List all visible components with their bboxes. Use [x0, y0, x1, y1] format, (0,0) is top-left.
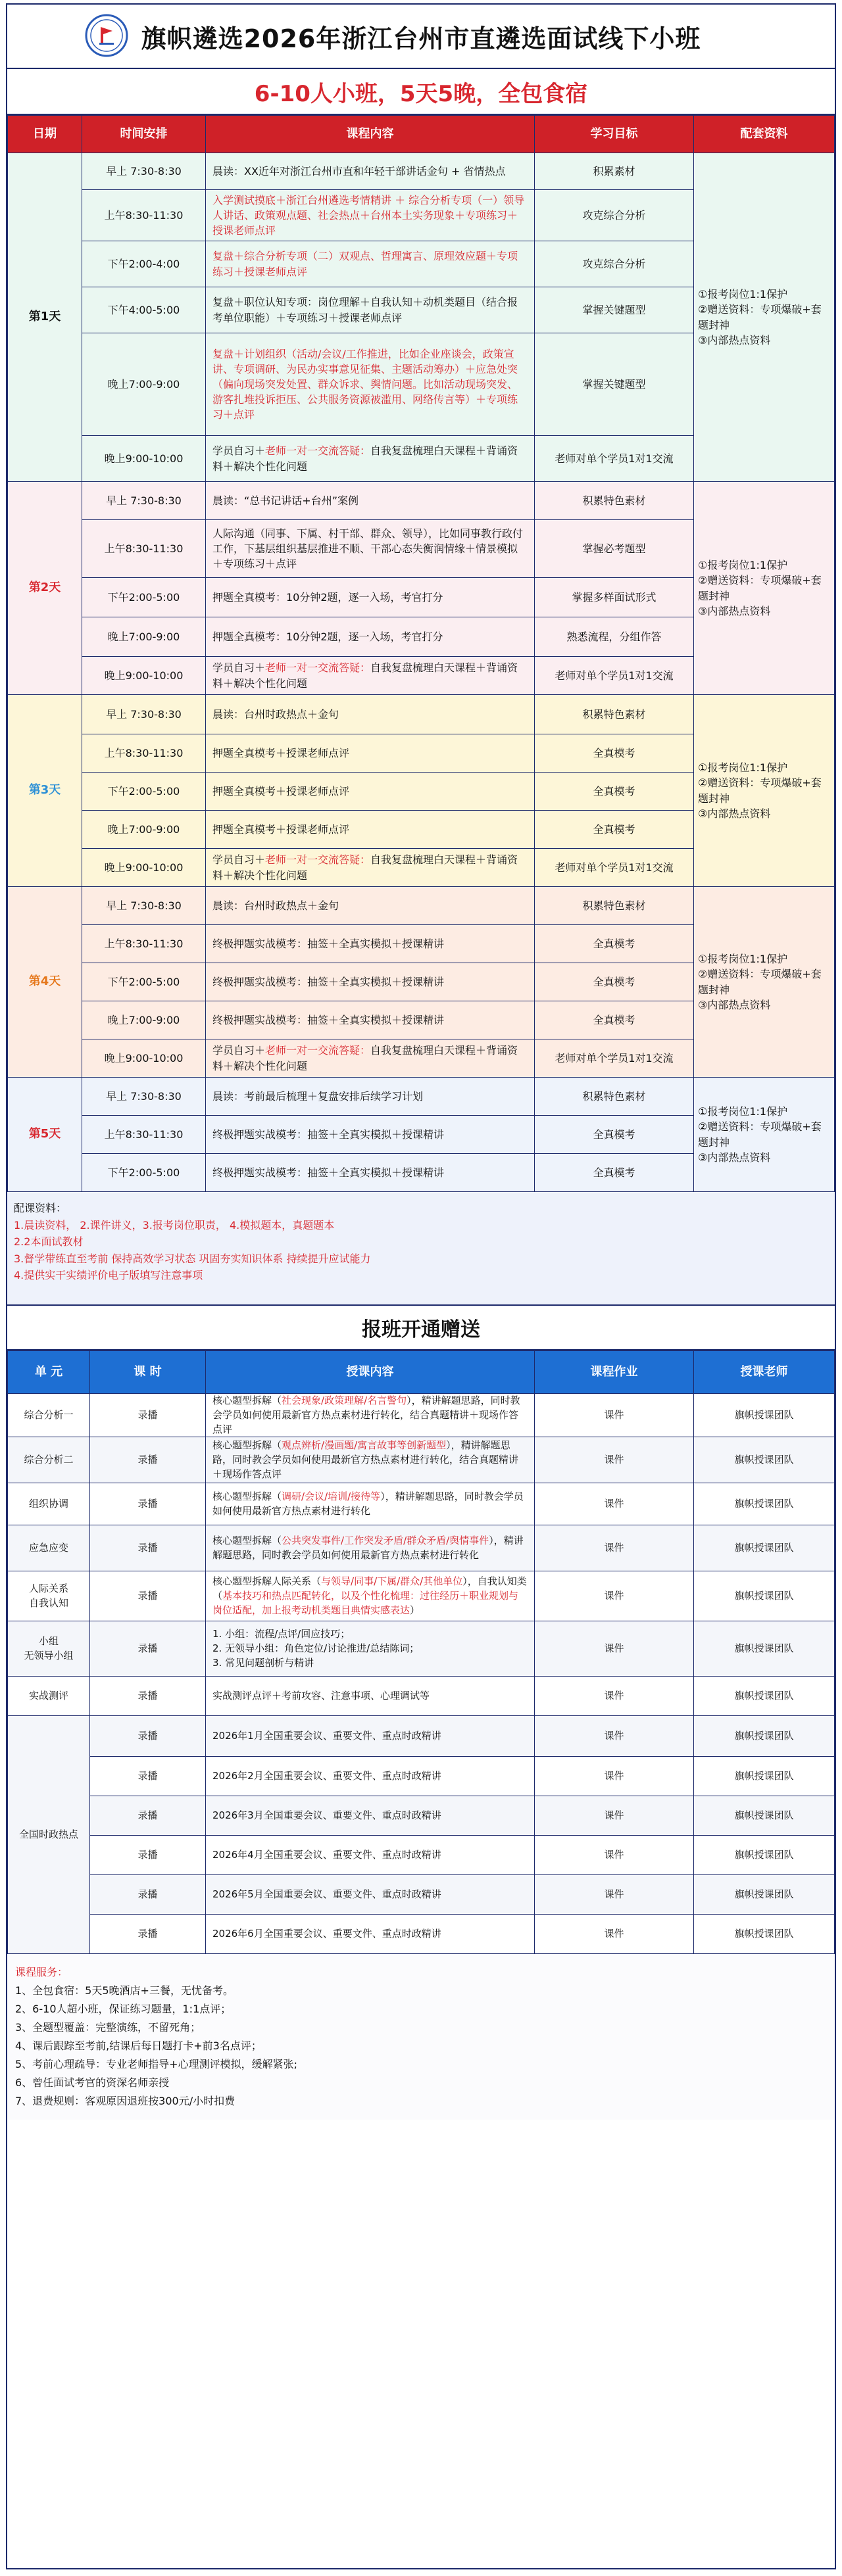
time-slot: 晚上7:00-9:00: [82, 333, 206, 436]
homework: 课件: [535, 1796, 694, 1836]
course-content: [206, 436, 535, 482]
bonus-row: [8, 1677, 835, 1716]
supporting-materials: ①报考岗位1:1保护 ②赠送资料：专项爆破+套题封神 ③内部热点资料: [694, 153, 835, 482]
teacher: 旗帜授课团队: [694, 1677, 835, 1716]
content-text: 实战测评点评＋考前攻容、注意事项、心理调试等: [212, 1689, 430, 1702]
learning-goal: 积累特色素材: [535, 887, 694, 925]
course-content: [206, 1116, 535, 1154]
teacher: 旗帜授课团队: [694, 1836, 835, 1875]
content-text: 调研/会议/培训/接待等: [282, 1491, 381, 1502]
bonus-table: [7, 1350, 835, 1954]
time-slot: 下午4:00-5:00: [82, 287, 206, 333]
unit-name: 小组 无领导小组: [8, 1621, 90, 1677]
day-label: 第4天: [8, 887, 82, 1078]
teacher: 旗帜授课团队: [694, 1757, 835, 1796]
services-item: 7、退费规则：客观原因退班按300元/小时扣费: [15, 2095, 235, 2108]
bonus-row: [8, 1915, 835, 1954]
learning-goal: 全真模考: [535, 811, 694, 849]
course-content: [206, 190, 535, 241]
services-item: 6、曾任面试考官的资深名师亲授: [15, 2076, 170, 2089]
content-text: 2026年5月全国重要会议、重要文件、重点时政精讲: [212, 1888, 441, 1900]
content-text: 晨读：考前最后梳理＋复盘安排后续学习计划: [212, 1089, 424, 1103]
learning-goal: 掌握多样面试形式: [535, 578, 694, 617]
teaching-content: [206, 1757, 535, 1796]
bonus-row: [8, 1796, 835, 1836]
schedule-row: [8, 695, 835, 734]
homework: 课件: [535, 1621, 694, 1677]
content-text: 晨读：台州时政热点＋金句: [212, 707, 339, 721]
col-goal: 学习目标: [535, 116, 694, 153]
course-content: [206, 887, 535, 925]
homework: 课件: [535, 1437, 694, 1483]
teacher: 旗帜授课团队: [694, 1437, 835, 1483]
learning-goal: 积累特色素材: [535, 482, 694, 520]
notes-item: 3.督学带练直至考前 保持高效学习状态 巩固夯实知识体系 持续提升应试能力: [14, 1252, 371, 1265]
content-text: 押题全真模考：10分钟2题，逐一入场，考官打分: [212, 630, 443, 643]
teaching-content: [206, 1677, 535, 1716]
content-text: 2026年6月全国重要会议、重要文件、重点时政精讲: [212, 1927, 441, 1940]
course-content: [206, 849, 535, 887]
content-text: 学员自习＋: [212, 853, 266, 867]
unit-name: 应急应变: [8, 1525, 90, 1571]
content-text: 老师一对一交流答疑：: [265, 853, 371, 867]
content-text: ），自我认知类（: [212, 1575, 527, 1602]
homework: 课件: [535, 1525, 694, 1571]
learning-goal: 熟悉流程，分组作答: [535, 617, 694, 657]
class-hours: 录播: [90, 1571, 206, 1621]
content-text: 核心题型拆解（: [212, 1395, 282, 1406]
learning-goal: 全真模考: [535, 925, 694, 963]
time-slot: 下午2:00-4:00: [82, 241, 206, 287]
learning-goal: 老师对单个学员1对1交流: [535, 657, 694, 695]
content-text: 自我复盘梳理白天课程＋背诵资料＋解决个性化问题: [212, 444, 518, 473]
time-slot: 早上 7:30-8:30: [82, 887, 206, 925]
learning-goal: 积累特色素材: [535, 1078, 694, 1116]
learning-goal: 老师对单个学员1对1交流: [535, 436, 694, 482]
course-content: [206, 1154, 535, 1192]
course-content: [206, 520, 535, 578]
notes-item: 4.提供实干实绩评价电子版填写注意事项: [14, 1269, 203, 1282]
supporting-materials: ①报考岗位1:1保护 ②赠送资料：专项爆破+套题封神 ③内部热点资料: [694, 1078, 835, 1192]
schedule-row: [8, 887, 835, 925]
course-content: [206, 482, 535, 520]
time-slot: 晚上7:00-9:00: [82, 811, 206, 849]
content-text: 晨读：“总书记讲话+台州”案例: [212, 494, 359, 507]
content-text: 与领导/同事/下属/群众/其他单位: [321, 1575, 463, 1588]
content-text: 2026年4月全国重要会议、重要文件、重点时政精讲: [212, 1848, 441, 1861]
content-text: 自我复盘梳理白天课程＋背诵资料＋解决个性化问题: [212, 1044, 518, 1072]
course-content: [206, 734, 535, 773]
content-text: 自我复盘梳理白天课程＋背诵资料＋解决个性化问题: [212, 661, 518, 690]
time-slot: 晚上9:00-10:00: [82, 436, 206, 482]
col-teacher: 授课老师: [694, 1351, 835, 1394]
course-content: [206, 617, 535, 657]
time-slot: 上午8:30-11:30: [82, 520, 206, 578]
homework: 课件: [535, 1915, 694, 1954]
services-heading: 课程服务：: [15, 1966, 68, 1979]
content-text: 1. 小组：流程/点评/回应技巧； 2. 无领导小组：角色定位/讨论推进/总结陈词； 3. 常见问题剖析与精讲: [212, 1628, 420, 1669]
class-hours: 录播: [90, 1394, 206, 1437]
content-text: ），精讲解题思路，同时教会学员如何使用最新官方热点素材进行转化: [212, 1535, 524, 1561]
content-text: 核心题型拆解（: [212, 1491, 282, 1502]
day-label: 第5天: [8, 1078, 82, 1192]
course-content: [206, 1078, 535, 1116]
teacher: 旗帜授课团队: [694, 1621, 835, 1677]
content-text: 押题全真模考＋授课老师点评: [212, 746, 350, 759]
notes-heading: 配课资料：: [14, 1202, 67, 1214]
content-text: 人际沟通（同事、下属、村干部、群众、领导），比如同事教行政付工作，下基层组织基层推进不顺、干部心态失衡润情缘＋情景模拟＋专项练习＋点评: [212, 527, 524, 571]
content-text: 终极押题实战模考：抽签＋全真实模拟＋授课精讲: [212, 1013, 445, 1026]
time-slot: 下午2:00-5:00: [82, 773, 206, 811]
time-slot: 上午8:30-11:30: [82, 925, 206, 963]
learning-goal: 全真模考: [535, 734, 694, 773]
content-text: 押题全真模考＋授课老师点评: [212, 784, 350, 798]
bonus-row: [8, 1836, 835, 1875]
class-hours: 录播: [90, 1836, 206, 1875]
content-text: 终极押题实战模考：抽签＋全真实模拟＋授课精讲: [212, 1128, 445, 1141]
course-content: [206, 1001, 535, 1039]
bonus-row: [8, 1621, 835, 1677]
bonus-row: [8, 1437, 835, 1483]
bonus-row: [8, 1525, 835, 1571]
teacher: 旗帜授课团队: [694, 1875, 835, 1915]
teaching-content: [206, 1796, 535, 1836]
course-content: [206, 153, 535, 190]
content-text: 2026年3月全国重要会议、重要文件、重点时政精讲: [212, 1809, 441, 1821]
teaching-content: [206, 1836, 535, 1875]
teaching-content: [206, 1525, 535, 1571]
content-text: 学员自习＋: [212, 1044, 266, 1057]
content-text: 核心题型拆解（: [212, 1439, 282, 1452]
supporting-materials: ①报考岗位1:1保护 ②赠送资料：专项爆破+套题封神 ③内部热点资料: [694, 887, 835, 1078]
course-content: [206, 657, 535, 695]
notes-item: 2.2本面试教材: [14, 1235, 84, 1249]
content-text: ），精讲解题思路，同时教会学员如何使用最新官方热点素材进行转化: [212, 1491, 524, 1517]
homework: 课件: [535, 1483, 694, 1525]
materials-notes: [7, 1192, 835, 1306]
teaching-content: [206, 1394, 535, 1437]
class-hours: 录播: [90, 1757, 206, 1796]
teacher: 旗帜授课团队: [694, 1716, 835, 1757]
time-slot: 晚上9:00-10:00: [82, 849, 206, 887]
schedule-row: [8, 482, 835, 520]
col-teaching-content: 授课内容: [206, 1351, 535, 1394]
unit-name: 人际关系 自我认知: [8, 1571, 90, 1621]
learning-goal: 攻克综合分析: [535, 241, 694, 287]
day-label: 第1天: [8, 153, 82, 482]
class-hours: 录播: [90, 1677, 206, 1716]
course-content: [206, 963, 535, 1001]
content-text: 老师一对一交流答疑：: [265, 661, 371, 675]
teaching-content: [206, 1716, 535, 1757]
col-content: 课程内容: [206, 116, 535, 153]
course-content: [206, 695, 535, 734]
services-item: 3、全题型覆盖：完整演练，不留死角；: [15, 2021, 201, 2034]
content-text: 基本技巧和热点匹配转化，以及个性化梳理：过往经历＋职业规划与岗位适配，加上报考动机类题目典情实感表达: [212, 1589, 519, 1616]
course-content: [206, 773, 535, 811]
bonus-row: [8, 1875, 835, 1915]
homework: 课件: [535, 1757, 694, 1796]
class-hours: 录播: [90, 1716, 206, 1757]
course-content: [206, 333, 535, 436]
page-subtitle: 6-10人小班，5天5晚，全包食宿: [7, 69, 835, 115]
teaching-content: [206, 1483, 535, 1525]
homework: 课件: [535, 1875, 694, 1915]
bonus-row: [8, 1483, 835, 1525]
time-slot: 晚上9:00-10:00: [82, 657, 206, 695]
content-text: 终极押题实战模考：抽签＋全真实模拟＋授课精讲: [212, 975, 445, 988]
course-content: [206, 811, 535, 849]
bonus-title: 报班开通赠送: [7, 1306, 835, 1350]
teacher: 旗帜授课团队: [694, 1571, 835, 1621]
time-slot: 上午8:30-11:30: [82, 1116, 206, 1154]
supporting-materials: ①报考岗位1:1保护 ②赠送资料：专项爆破+套题封神 ③内部热点资料: [694, 482, 835, 695]
teacher: 旗帜授课团队: [694, 1915, 835, 1954]
unit-name: 综合分析二: [8, 1437, 90, 1483]
unit-name: 实战测评: [8, 1677, 90, 1716]
brand-logo-icon: [85, 14, 128, 57]
content-text: 复盘＋计划组织（活动/会议/工作推进，比如企业座谈会，政策宣讲、专项调研、为民办实事意见征集、主题活动筹办）＋应急处突（偏向现场突发处置、群众诉求、舆情问题。比如活动现场突发、游客扎堆投诉拒压、公共服务资源被滥用、网络传言等）＋专项练习＋点评: [212, 347, 518, 421]
day-label: 第3天: [8, 695, 82, 887]
content-text: 老师一对一交流答疑：: [265, 1044, 371, 1057]
learning-goal: 积累素材: [535, 153, 694, 190]
content-text: 晨读：XX近年对浙江台州市直和年轻干部讲话金句 + 省情热点: [212, 164, 506, 178]
col-material: 配套资料: [694, 116, 835, 153]
schedule-row: [8, 1078, 835, 1116]
time-slot: 下午2:00-5:00: [82, 1154, 206, 1192]
content-text: 社会现象/政策理解/名言警句: [282, 1395, 407, 1406]
col-unit: 单 元: [8, 1351, 90, 1394]
page-title: 旗帜遴选2026年浙江台州市直遴选面试线下小班: [141, 24, 701, 53]
content-text: 学员自习＋: [212, 444, 266, 458]
content-text: 押题全真模考＋授课老师点评: [212, 823, 350, 836]
learning-goal: 全真模考: [535, 1154, 694, 1192]
time-slot: 早上 7:30-8:30: [82, 1078, 206, 1116]
learning-goal: 掌握关键题型: [535, 333, 694, 436]
content-text: 学员自习＋: [212, 661, 266, 675]
content-text: 2026年2月全国重要会议、重要文件、重点时政精讲: [212, 1769, 441, 1782]
content-text: 晨读：台州时政热点＋金句: [212, 899, 339, 912]
learning-goal: 积累特色素材: [535, 695, 694, 734]
learning-goal: 老师对单个学员1对1交流: [535, 1039, 694, 1078]
learning-goal: 攻克综合分析: [535, 190, 694, 241]
learning-goal: 全真模考: [535, 963, 694, 1001]
content-text: 核心题型拆解人际关系（: [212, 1575, 322, 1588]
bonus-header-row: [8, 1351, 835, 1394]
class-hours: 录播: [90, 1437, 206, 1483]
content-text: 公共突发事件/工作突发矛盾/群众矛盾/舆情事件: [282, 1535, 489, 1546]
learning-goal: 全真模考: [535, 1001, 694, 1039]
header: [7, 5, 835, 69]
schedule-header-row: [8, 116, 835, 153]
time-slot: 晚上7:00-9:00: [82, 1001, 206, 1039]
course-content: [206, 925, 535, 963]
schedule-row: [8, 153, 835, 190]
learning-goal: 老师对单个学员1对1交流: [535, 849, 694, 887]
class-hours: 录播: [90, 1621, 206, 1677]
services-item: 5、考前心理疏导：专业老师指导+心理测评模拟，缓解紧张;: [15, 2058, 297, 2071]
content-text: ），精讲解题思路，同时教会学员如何使用最新官方热点素材进行转化，结合真题精讲＋现场作答点评: [212, 1439, 519, 1480]
content-text: 复盘＋综合分析专项（二）双观点、哲理寓言、原理效应题＋专项练习＋授课老师点评: [212, 250, 518, 278]
content-text: 核心题型拆解（: [212, 1535, 282, 1546]
teacher: 旗帜授课团队: [694, 1394, 835, 1437]
teaching-content: [206, 1915, 535, 1954]
content-text: 终极押题实战模考：抽签＋全真实模拟＋授课精讲: [212, 1166, 445, 1179]
content-text: 复盘＋职位认知专项：岗位理解＋自我认知＋动机类题目（结合报考单位职能）＋专项练习＋授课老师点评: [212, 296, 518, 324]
col-homework: 课程作业: [535, 1351, 694, 1394]
time-slot: 上午8:30-11:30: [82, 734, 206, 773]
homework: 课件: [535, 1394, 694, 1437]
learning-goal: 掌握关键题型: [535, 287, 694, 333]
teaching-content: [206, 1437, 535, 1483]
homework: 课件: [535, 1677, 694, 1716]
unit-name: 全国时政热点: [8, 1716, 90, 1954]
supporting-materials: ①报考岗位1:1保护 ②赠送资料：专项爆破+套题封神 ③内部热点资料: [694, 695, 835, 887]
course-content: [206, 287, 535, 333]
time-slot: 上午8:30-11:30: [82, 190, 206, 241]
class-hours: 录播: [90, 1483, 206, 1525]
unit-name: 组织协调: [8, 1483, 90, 1525]
bonus-row: [8, 1757, 835, 1796]
services-item: 4、课后跟踪至考前,结课后每日题打卡+前3名点评；: [15, 2039, 262, 2053]
homework: 课件: [535, 1836, 694, 1875]
teacher: 旗帜授课团队: [694, 1525, 835, 1571]
learning-goal: 全真模考: [535, 773, 694, 811]
learning-goal: 掌握必考题型: [535, 520, 694, 578]
class-hours: 录播: [90, 1525, 206, 1571]
content-text: 押题全真模考：10分钟2题，逐一入场，考官打分: [212, 590, 443, 604]
learning-goal: 全真模考: [535, 1116, 694, 1154]
homework: 课件: [535, 1716, 694, 1757]
content-text: 老师一对一交流答疑：: [265, 444, 371, 458]
services-item: 1、全包食宿：5天5晚酒店+三餐，无忧备考。: [15, 1984, 234, 1997]
schedule-table: [7, 115, 835, 1192]
content-text: 入学测试摸底＋浙江台州遴选考情精讲 ＋ 综合分析专项（一）领导人讲话、政策观点题、社会热点＋台州本土实务现象＋专项练习＋授课老师点评: [212, 193, 525, 237]
time-slot: 早上 7:30-8:30: [82, 482, 206, 520]
services-item: 2、6-10人超小班，保证练习题量，1:1点评；: [15, 2003, 232, 2016]
course-content: [206, 578, 535, 617]
course-content: [206, 241, 535, 287]
content-text: 观点辨析/漫画题/寓言故事等创新题型: [282, 1439, 447, 1452]
content-text: ）: [410, 1604, 420, 1616]
bonus-row: [8, 1571, 835, 1621]
time-slot: 下午2:00-5:00: [82, 963, 206, 1001]
bonus-row: [8, 1394, 835, 1437]
time-slot: 下午2:00-5:00: [82, 578, 206, 617]
class-hours: 录播: [90, 1915, 206, 1954]
teaching-content: [206, 1621, 535, 1677]
course-services: [7, 1954, 835, 2120]
course-content: [206, 1039, 535, 1078]
content-text: 2026年1月全国重要会议、重要文件、重点时政精讲: [212, 1729, 441, 1742]
class-hours: 录播: [90, 1875, 206, 1915]
teaching-content: [206, 1875, 535, 1915]
time-slot: 晚上9:00-10:00: [82, 1039, 206, 1078]
homework: 课件: [535, 1571, 694, 1621]
time-slot: 早上 7:30-8:30: [82, 695, 206, 734]
content-text: 终极押题实战模考：抽签＋全真实模拟＋授课精讲: [212, 937, 445, 950]
class-hours: 录播: [90, 1796, 206, 1836]
time-slot: 早上 7:30-8:30: [82, 153, 206, 190]
content-text: ），精讲解题思路，同时教会学员如何使用最新官方热点素材进行转化，结合真题精讲＋现场作答点评: [212, 1395, 520, 1435]
teaching-content: [206, 1571, 535, 1621]
page: [6, 3, 836, 2569]
teacher: 旗帜授课团队: [694, 1796, 835, 1836]
col-time: 时间安排: [82, 116, 206, 153]
unit-name: 综合分析一: [8, 1394, 90, 1437]
bonus-row: [8, 1716, 835, 1757]
notes-item: 1.晨读资料， 2.课件讲义，3.报考岗位职责， 4.模拟题本，真题题本: [14, 1218, 335, 1231]
col-date: 日期: [8, 116, 82, 153]
day-label: 第2天: [8, 482, 82, 695]
time-slot: 晚上7:00-9:00: [82, 617, 206, 657]
teacher: 旗帜授课团队: [694, 1483, 835, 1525]
col-hours: 课 时: [90, 1351, 206, 1394]
content-text: 自我复盘梳理白天课程＋背诵资料＋解决个性化问题: [212, 853, 518, 882]
